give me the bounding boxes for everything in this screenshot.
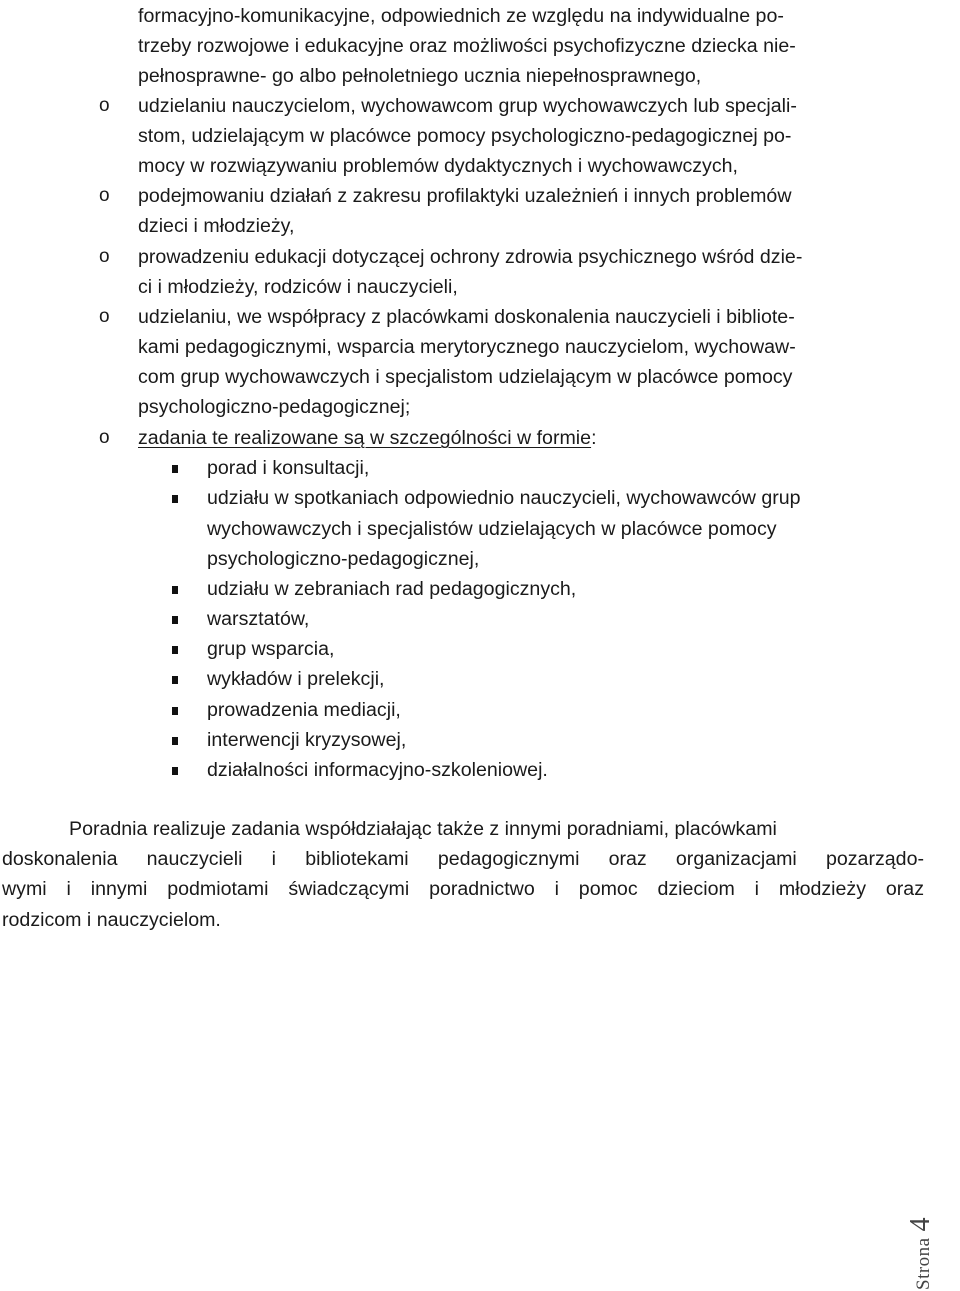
square-bullet-icon [172, 616, 178, 624]
sub-list-item: grup wsparcia, [207, 638, 335, 660]
circle-bullet-icon: o [99, 306, 110, 327]
paragraph-line: Poradnia realizuje zadania współdziałając także z innymi poradniami, placówkami [69, 818, 777, 840]
list-item-line: ci i młodzieży, rodziców i nauczycieli, [138, 276, 458, 298]
sub-list-item: wychowawczych i specjalistów udzielających w placówce pomocy [207, 518, 777, 540]
circle-bullet-icon: o [99, 427, 110, 448]
page-number: 4 [905, 1217, 936, 1232]
list-item-line [138, 427, 597, 449]
square-bullet-icon [172, 737, 178, 745]
square-bullet-icon [172, 495, 178, 503]
paragraph-line: wymi i innymi podmiotami świadczącymi poradnictwo i pomoc dzieciom i młodzieży oraz [2, 878, 924, 900]
square-bullet-icon [172, 646, 178, 654]
circle-bullet-icon: o [99, 95, 110, 116]
sub-list-item: warsztatów, [207, 608, 310, 630]
sub-list-item: udziału w zebraniach rad pedagogicznych, [207, 578, 577, 600]
list-item-line: stom, udzielającym w placówce pomocy psychologiczno-pedagogicznej po- [138, 125, 792, 147]
sub-list-item: psychologiczno-pedagogicznej, [207, 548, 480, 570]
list-item-line: prowadzeniu edukacji dotyczącej ochrony zdrowia psychicznego wśród dzie- [138, 246, 803, 268]
text-line: formacyjno-komunikacyjne, odpowiednich ze względu na indywidualne po- [138, 5, 784, 27]
sub-list-item: udziału w spotkaniach odpowiednio nauczycieli, wychowawców grup [207, 487, 801, 509]
list-item-line: udzielaniu nauczycielom, wychowawcom grup wychowawczych lub specjali- [138, 95, 797, 117]
sub-list-item: interwencji kryzysowej, [207, 729, 407, 751]
sub-list-item: wykładów i prelekcji, [207, 668, 385, 690]
list-item-line: dzieci i młodzieży, [138, 215, 295, 237]
square-bullet-icon [172, 465, 178, 473]
list-item-line: com grup wychowawczych i specjalistom udzielającym w placówce pomocy [138, 366, 793, 388]
square-bullet-icon [172, 707, 178, 715]
page-number-footer [905, 1200, 960, 1290]
list-item-line: psychologiczno-pedagogicznej; [138, 396, 411, 418]
text-line: pełnosprawne- go albo pełnoletniego ucznia niepełnosprawnego, [138, 65, 702, 87]
list-item-line: kami pedagogicznymi, wsparcia merytorycznego nauczycielom, wychowaw- [138, 336, 796, 358]
paragraph-line: rodzicom i nauczycielom. [2, 909, 221, 931]
text-line: trzeby rozwojowe i edukacyjne oraz możliwości psychofizyczne dziecka nie- [138, 35, 796, 57]
sub-list-item: porad i konsultacji, [207, 457, 370, 479]
circle-bullet-icon: o [99, 246, 110, 267]
heading-colon: : [591, 427, 597, 449]
square-bullet-icon [172, 676, 178, 684]
sub-list-item: prowadzenia mediacji, [207, 699, 401, 721]
list-item-line: udzielaniu, we współpracy z placówkami doskonalenia nauczycieli i bibliote- [138, 306, 795, 328]
sub-list-item: działalności informacyjno-szkoleniowej. [207, 759, 548, 781]
underlined-heading: zadania te realizowane są w szczególności w formie [138, 427, 592, 449]
list-item-line: mocy w rozwiązywaniu problemów dydaktycznych i wychowawczych, [138, 155, 738, 177]
paragraph-line: doskonalenia nauczycieli i bibliotekami pedagogicznymi oraz organizacjami pozarządo- [2, 848, 924, 870]
page-label: Strona [913, 1237, 934, 1290]
list-item-line: podejmowaniu działań z zakresu profilaktyki uzależnień i innych problemów [138, 185, 792, 207]
square-bullet-icon [172, 767, 178, 775]
circle-bullet-icon: o [99, 185, 110, 206]
square-bullet-icon [172, 586, 178, 594]
